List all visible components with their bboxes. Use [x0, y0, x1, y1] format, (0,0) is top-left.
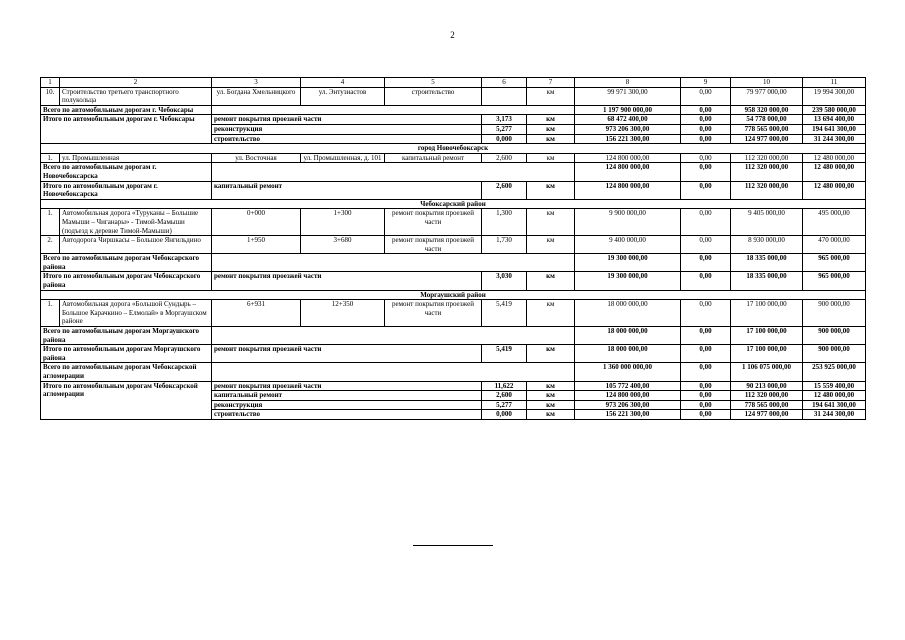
table-cell: 2,600 [482, 153, 527, 163]
table-cell: 973 206 300,00 [575, 400, 681, 410]
total-row [41, 105, 866, 115]
section-title: город Новочебоксарск [41, 144, 866, 154]
table-cell: 19 300 000,00 [575, 272, 681, 290]
empty-cell [212, 105, 575, 115]
total-label: Всего по автомобильным дорогам г. Новочебоксарска [41, 163, 212, 181]
table-cell: 8 930 000,00 [731, 236, 803, 254]
table-cell: 0,00 [681, 400, 731, 410]
table-cell: 112 320 000,00 [731, 181, 803, 199]
table-cell: ул. Богдана Хмельницкого [212, 87, 301, 105]
work-type-cell: реконструкция [212, 124, 482, 134]
table-cell: 0,00 [681, 391, 731, 401]
table-cell: 2. [41, 236, 60, 254]
table-cell: 0,00 [681, 345, 731, 363]
table-cell: км [527, 124, 575, 134]
table-cell: км [527, 236, 575, 254]
table-cell: 958 320 000,00 [731, 105, 803, 115]
subtotal-label: Итого по автомобильным дорогам Чебоксарской агломерации [41, 381, 212, 419]
table-header-row [41, 78, 866, 88]
table-cell: 0,00 [681, 272, 731, 290]
total-label: Всего по автомобильным дорогам Чебоксарского района [41, 254, 212, 272]
table-cell: ул. Промышленная [60, 153, 212, 163]
table-cell: ул. Восточная [212, 153, 301, 163]
table-cell: км [527, 300, 575, 327]
column-number-header: 10 [731, 78, 803, 88]
road-item-row [41, 236, 866, 254]
road-item-row [41, 300, 866, 327]
empty-cell [212, 163, 575, 181]
table-cell: 973 206 300,00 [575, 124, 681, 134]
table-cell: 1 197 900 000,00 [575, 105, 681, 115]
table-cell: ремонт покрытия проезжей части [385, 209, 482, 236]
table-cell: 5,419 [482, 300, 527, 327]
section-header-row [41, 199, 866, 209]
table-cell [482, 87, 527, 105]
table-cell: 12+350 [301, 300, 385, 327]
table-cell: 0,00 [681, 181, 731, 199]
table-cell: 900 000,00 [803, 345, 866, 363]
road-item-row [41, 87, 866, 105]
table-cell: 0+000 [212, 209, 301, 236]
table-cell: км [527, 209, 575, 236]
table-cell: 194 641 300,00 [803, 400, 866, 410]
table-cell: км [527, 181, 575, 199]
table-cell: 112 320 000,00 [731, 391, 803, 401]
total-label: Всего по автомобильным дорогам г. Чебоксары [41, 105, 212, 115]
road-item-row [41, 209, 866, 236]
table-cell: 0,000 [482, 410, 527, 420]
table-cell: 12 480 000,00 [803, 153, 866, 163]
table-cell: 12 480 000,00 [803, 181, 866, 199]
table-cell: 31 244 300,00 [803, 134, 866, 144]
section-header-row [41, 290, 866, 300]
empty-cell [212, 327, 575, 345]
table-cell: 1,300 [482, 209, 527, 236]
road-item-row [41, 153, 866, 163]
section-title: Чебоксарский район [41, 199, 866, 209]
table-cell: 0,00 [681, 134, 731, 144]
work-type-cell: капитальный ремонт [212, 391, 482, 401]
table-cell: 10. [41, 87, 60, 105]
table-cell: км [527, 391, 575, 401]
table-cell: 68 472 400,00 [575, 115, 681, 125]
table-cell: ремонт покрытия проезжей части [385, 236, 482, 254]
table-cell: 965 000,00 [803, 254, 866, 272]
column-number-header: 3 [212, 78, 301, 88]
table-cell: 1. [41, 209, 60, 236]
work-type-cell: строительство [212, 410, 482, 420]
table-cell: км [527, 381, 575, 391]
table-cell: 495 000,00 [803, 209, 866, 236]
table-cell: 3,030 [482, 272, 527, 290]
table-cell: 12 480 000,00 [803, 391, 866, 401]
column-number-header: 8 [575, 78, 681, 88]
subtotal-row [41, 272, 866, 290]
table-cell: 1+950 [212, 236, 301, 254]
table-cell: 1+300 [301, 209, 385, 236]
table-cell: 0,00 [681, 153, 731, 163]
column-number-header: 1 [41, 78, 60, 88]
table-cell: 18 000 000,00 [575, 327, 681, 345]
table-cell: 105 772 400,00 [575, 381, 681, 391]
total-label: Всего по автомобильным дорогам Чебоксарской агломерации [41, 363, 212, 381]
table-cell: 253 925 000,00 [803, 363, 866, 381]
table-cell: ремонт покрытия проезжей части [385, 300, 482, 327]
table-cell: 1. [41, 300, 60, 327]
table-cell: 18 000 000,00 [575, 345, 681, 363]
subtotal-label: Итого по автомобильным дорогам Моргаушского района [41, 345, 212, 363]
total-row [41, 254, 866, 272]
table-cell: 0,00 [681, 363, 731, 381]
column-number-header: 7 [527, 78, 575, 88]
table-cell: 17 100 000,00 [731, 345, 803, 363]
table-cell: 0,00 [681, 209, 731, 236]
table-cell: 239 580 000,00 [803, 105, 866, 115]
table-cell: 0,00 [681, 124, 731, 134]
subtotal-row [41, 381, 866, 391]
table-cell: 124 800 000,00 [575, 391, 681, 401]
table-cell: км [527, 272, 575, 290]
work-type-cell: ремонт покрытия проезжей части [212, 272, 482, 290]
table-cell: Автомобильная дорога «Туруканы – Большие Мамыши – Чиганары» - Тимой-Мамыши (подъезд к деревне Тимой-Мамыши) [60, 209, 212, 236]
column-number-header: 5 [385, 78, 482, 88]
table-cell: 12 480 000,00 [803, 163, 866, 181]
table-cell: 5,419 [482, 345, 527, 363]
table-cell: Строительство третьего транспортного полукольца [60, 87, 212, 105]
table-cell: Автодорога Чиршкасы – Большое Янгильдино [60, 236, 212, 254]
table-cell: 9 400 000,00 [575, 236, 681, 254]
column-number-header: 6 [482, 78, 527, 88]
table-cell: 2,600 [482, 391, 527, 401]
table-cell: 19 994 300,00 [803, 87, 866, 105]
table-cell: 90 213 000,00 [731, 381, 803, 391]
work-type-cell: ремонт покрытия проезжей части [212, 115, 482, 125]
subtotal-row [41, 115, 866, 125]
table-cell: капитальный ремонт [385, 153, 482, 163]
table-cell: 0,00 [681, 163, 731, 181]
subtotal-label: Итого по автомобильным дорогам г. Чебоксары [41, 115, 212, 144]
table-cell: 54 778 000,00 [731, 115, 803, 125]
column-number-header: 11 [803, 78, 866, 88]
subtotal-label: Итого по автомобильным дорогам г. Новочебоксарска [41, 181, 212, 199]
table-cell: 900 000,00 [803, 300, 866, 327]
table-cell: 13 694 400,00 [803, 115, 866, 125]
table-cell: 0,00 [681, 115, 731, 125]
table-cell: 900 000,00 [803, 327, 866, 345]
table-cell: 156 221 300,00 [575, 410, 681, 420]
subtotal-label: Итого по автомобильным дорогам Чебоксарского района [41, 272, 212, 290]
table-cell: 124 800 000,00 [575, 163, 681, 181]
table-cell: 99 971 300,00 [575, 87, 681, 105]
table-cell: 0,00 [681, 300, 731, 327]
table-cell: 1. [41, 153, 60, 163]
empty-cell [212, 363, 575, 381]
table-cell: км [527, 115, 575, 125]
table-cell: км [527, 153, 575, 163]
table-cell: 965 000,00 [803, 272, 866, 290]
table-cell: 124 977 000,00 [731, 134, 803, 144]
table-cell: 5,277 [482, 400, 527, 410]
table-cell: 79 977 000,00 [731, 87, 803, 105]
section-header-row [41, 144, 866, 154]
table-cell: 0,00 [681, 254, 731, 272]
table-cell: 19 300 000,00 [575, 254, 681, 272]
table-cell: 15 559 400,00 [803, 381, 866, 391]
table-cell: км [527, 345, 575, 363]
table-cell: 6+931 [212, 300, 301, 327]
table-cell: км [527, 134, 575, 144]
table-cell: 124 800 000,00 [575, 181, 681, 199]
work-type-cell: ремонт покрытия проезжей части [212, 381, 482, 391]
column-number-header: 2 [60, 78, 212, 88]
table-cell: 3+680 [301, 236, 385, 254]
table-cell: 470 000,00 [803, 236, 866, 254]
table-cell: 0,00 [681, 410, 731, 420]
subtotal-row [41, 181, 866, 199]
table-cell: 17 100 000,00 [731, 300, 803, 327]
table-cell: 124 800 000,00 [575, 153, 681, 163]
work-type-cell: капитальный ремонт [212, 181, 482, 199]
table-cell: 1,730 [482, 236, 527, 254]
table-cell: 0,00 [681, 236, 731, 254]
table-cell: ул. Энтузиастов [301, 87, 385, 105]
table-cell: 0,00 [681, 381, 731, 391]
work-type-cell: ремонт покрытия проезжей части [212, 345, 482, 363]
table-cell: 11,622 [482, 381, 527, 391]
work-type-cell: реконструкция [212, 400, 482, 410]
table-cell: 124 977 000,00 [731, 410, 803, 420]
table-cell: 112 320 000,00 [731, 153, 803, 163]
total-row [41, 363, 866, 381]
table-cell: 9 900 000,00 [575, 209, 681, 236]
table-cell: км [527, 87, 575, 105]
table-cell: 18 335 000,00 [731, 272, 803, 290]
table-cell: 2,600 [482, 181, 527, 199]
road-program-table [40, 77, 866, 420]
table-cell: 194 641 300,00 [803, 124, 866, 134]
table-cell: строительство [385, 87, 482, 105]
table-cell: 17 100 000,00 [731, 327, 803, 345]
table-cell: 0,00 [681, 87, 731, 105]
table-cell: 156 221 300,00 [575, 134, 681, 144]
table-cell: 0,00 [681, 327, 731, 345]
table-cell: 3,173 [482, 115, 527, 125]
table-cell: км [527, 410, 575, 420]
table-cell: 0,00 [681, 105, 731, 115]
total-row [41, 327, 866, 345]
table-cell: 1 106 075 000,00 [731, 363, 803, 381]
table-cell: 18 000 000,00 [575, 300, 681, 327]
total-row [41, 163, 866, 181]
total-label: Всего по автомобильным дорогам Моргаушского района [41, 327, 212, 345]
empty-cell [212, 254, 575, 272]
table-cell: 5,277 [482, 124, 527, 134]
table-cell: 0,000 [482, 134, 527, 144]
table-cell: 778 565 000,00 [731, 124, 803, 134]
section-title: Моргаушский район [41, 290, 866, 300]
table-cell: 778 565 000,00 [731, 400, 803, 410]
page-number: 2 [450, 30, 455, 40]
subtotal-row [41, 345, 866, 363]
table-cell: 112 320 000,00 [731, 163, 803, 181]
table-cell: ул. Промышленная, д. 101 [301, 153, 385, 163]
work-type-cell: строительство [212, 134, 482, 144]
column-number-header: 9 [681, 78, 731, 88]
table-cell: 9 405 000,00 [731, 209, 803, 236]
table-cell: Автомобильная дорога «Большой Сундырь – Большое Карачкино – Елмолай» в Моргаушском районе [60, 300, 212, 327]
end-separator-line [413, 545, 493, 546]
table-cell: км [527, 400, 575, 410]
table-cell: 18 335 000,00 [731, 254, 803, 272]
column-number-header: 4 [301, 78, 385, 88]
table-cell: 1 360 000 000,00 [575, 363, 681, 381]
table-cell: 31 244 300,00 [803, 410, 866, 420]
